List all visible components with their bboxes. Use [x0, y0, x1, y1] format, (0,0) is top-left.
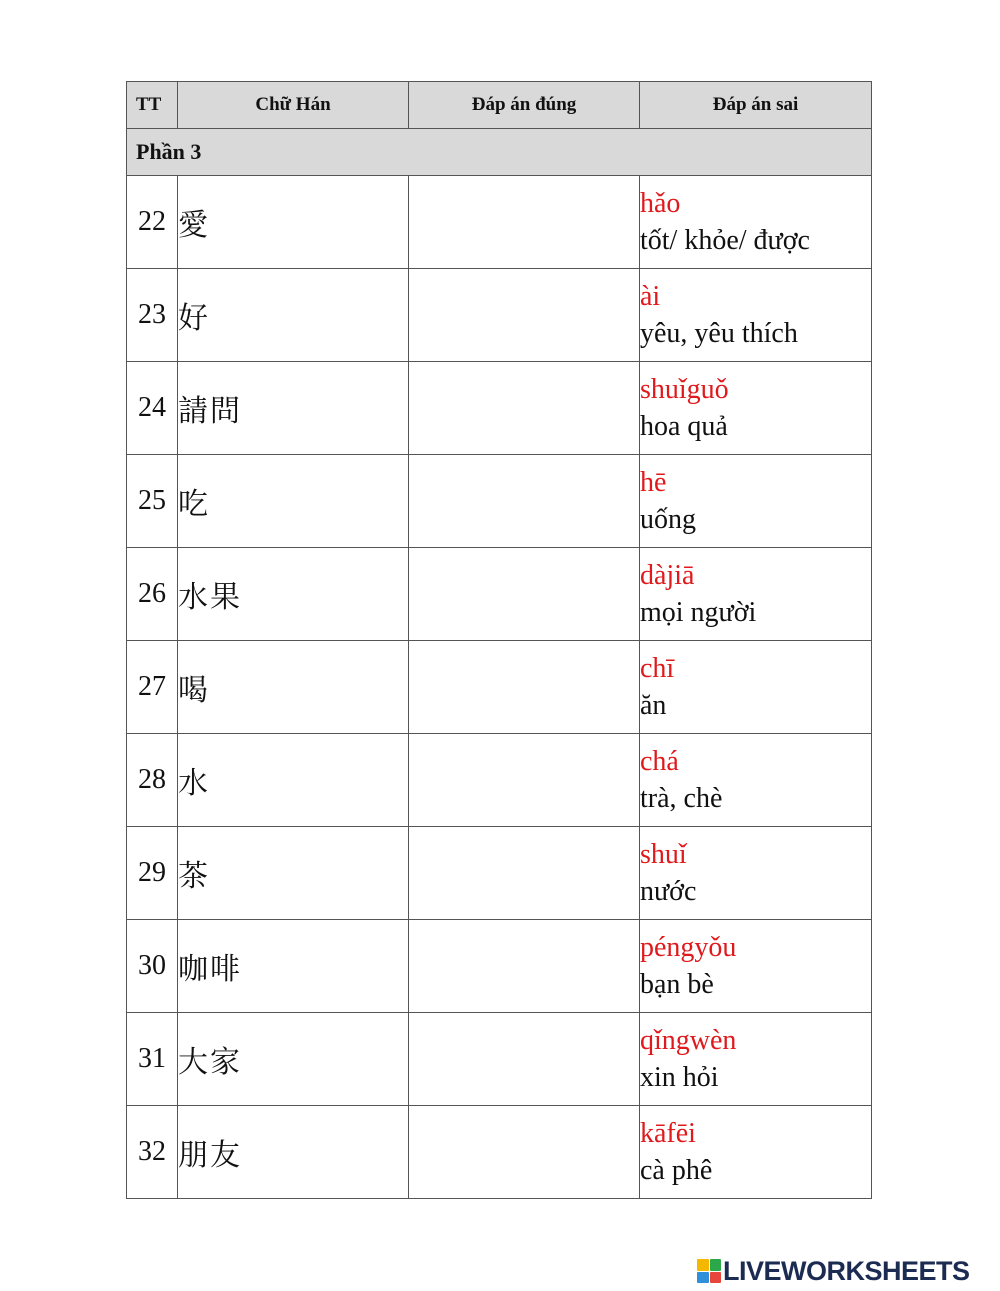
correct-answer-drop-zone[interactable] — [409, 920, 640, 1013]
table-row — [127, 920, 872, 1013]
meaning-text: nước — [640, 876, 697, 907]
row-number: 25 — [127, 455, 178, 548]
row-number: 26 — [127, 548, 178, 641]
hanzi-cell: 好 — [178, 269, 409, 362]
header-row — [127, 82, 872, 129]
correct-answer-drop-zone[interactable] — [409, 827, 640, 920]
wrong-answer-cell[interactable] — [640, 455, 872, 548]
wrong-answer-cell[interactable] — [640, 176, 872, 269]
row-number: 30 — [127, 920, 178, 1013]
correct-answer-drop-zone[interactable] — [409, 1013, 640, 1106]
hanzi-cell: 水果 — [178, 548, 409, 641]
table-row — [127, 269, 872, 362]
hanzi-cell: 咖啡 — [178, 920, 409, 1013]
meaning-text: hoa quả — [640, 411, 728, 442]
row-number: 32 — [127, 1106, 178, 1199]
meaning-text: bạn bè — [640, 969, 714, 1000]
row-number: 22 — [127, 176, 178, 269]
meaning-text: yêu, yêu thích — [640, 318, 798, 349]
pinyin-text: shuǐ — [640, 839, 687, 870]
pinyin-text: dàjiā — [640, 560, 695, 591]
pinyin-text: ài — [640, 281, 661, 312]
row-number: 29 — [127, 827, 178, 920]
pinyin-text: kāfēi — [640, 1118, 696, 1149]
table-row — [127, 548, 872, 641]
correct-answer-drop-zone[interactable] — [409, 548, 640, 641]
row-number: 28 — [127, 734, 178, 827]
hanzi-cell: 愛 — [178, 176, 409, 269]
table-row — [127, 734, 872, 827]
pinyin-text: chī — [640, 653, 675, 684]
meaning-text: mọi người — [640, 597, 757, 628]
hanzi-cell: 茶 — [178, 827, 409, 920]
wrong-answer-cell[interactable] — [640, 734, 872, 827]
hanzi-cell: 請問 — [178, 362, 409, 455]
header-dap-an-dung: Đáp án đúng — [409, 82, 640, 129]
pinyin-text: chá — [640, 746, 679, 777]
correct-answer-drop-zone[interactable] — [409, 455, 640, 548]
pinyin-text: hē — [640, 467, 667, 498]
table-row — [127, 1013, 872, 1106]
hanzi-cell: 喝 — [178, 641, 409, 734]
wrong-answer-cell[interactable] — [640, 827, 872, 920]
meaning-text: tốt/ khỏe/ được — [640, 225, 810, 256]
meaning-text: trà, chè — [640, 783, 723, 814]
wrong-answer-cell[interactable] — [640, 920, 872, 1013]
wrong-answer-cell[interactable] — [640, 1106, 872, 1199]
liveworksheets-brand — [697, 1256, 970, 1286]
correct-answer-drop-zone[interactable] — [409, 176, 640, 269]
pinyin-text: shuǐguǒ — [640, 374, 729, 405]
wrong-answer-cell[interactable] — [640, 548, 872, 641]
correct-answer-drop-zone[interactable] — [409, 734, 640, 827]
table-row — [127, 827, 872, 920]
brand-name: LIVEWORKSHEETS — [723, 1255, 970, 1286]
header-tt: TT — [127, 82, 178, 129]
section-label: Phần 3 — [127, 129, 872, 176]
liveworksheets-logo-icon — [697, 1259, 721, 1283]
pinyin-text: qǐngwèn — [640, 1025, 737, 1056]
wrong-answer-cell[interactable] — [640, 641, 872, 734]
table-row — [127, 455, 872, 548]
correct-answer-drop-zone[interactable] — [409, 269, 640, 362]
correct-answer-drop-zone[interactable] — [409, 641, 640, 734]
wrong-answer-cell[interactable] — [640, 362, 872, 455]
hanzi-cell: 大家 — [178, 1013, 409, 1106]
meaning-text: xin hỏi — [640, 1062, 719, 1093]
worksheet-table — [126, 81, 872, 1199]
meaning-text: cà phê — [640, 1155, 713, 1186]
row-number: 24 — [127, 362, 178, 455]
row-number: 27 — [127, 641, 178, 734]
pinyin-text: hǎo — [640, 188, 681, 219]
hanzi-cell: 水 — [178, 734, 409, 827]
table-row — [127, 1106, 872, 1199]
meaning-text: ăn — [640, 690, 667, 721]
section-row — [127, 129, 872, 176]
correct-answer-drop-zone[interactable] — [409, 362, 640, 455]
pinyin-text: péngyǒu — [640, 932, 737, 963]
header-dap-an-sai: Đáp án sai — [640, 82, 872, 129]
row-number: 23 — [127, 269, 178, 362]
wrong-answer-cell[interactable] — [640, 269, 872, 362]
table-row — [127, 176, 872, 269]
row-number: 31 — [127, 1013, 178, 1106]
table-row — [127, 362, 872, 455]
wrong-answer-cell[interactable] — [640, 1013, 872, 1106]
meaning-text: uống — [640, 504, 696, 535]
header-chu-han: Chữ Hán — [178, 82, 409, 129]
table-row — [127, 641, 872, 734]
correct-answer-drop-zone[interactable] — [409, 1106, 640, 1199]
hanzi-cell: 吃 — [178, 455, 409, 548]
hanzi-cell: 朋友 — [178, 1106, 409, 1199]
